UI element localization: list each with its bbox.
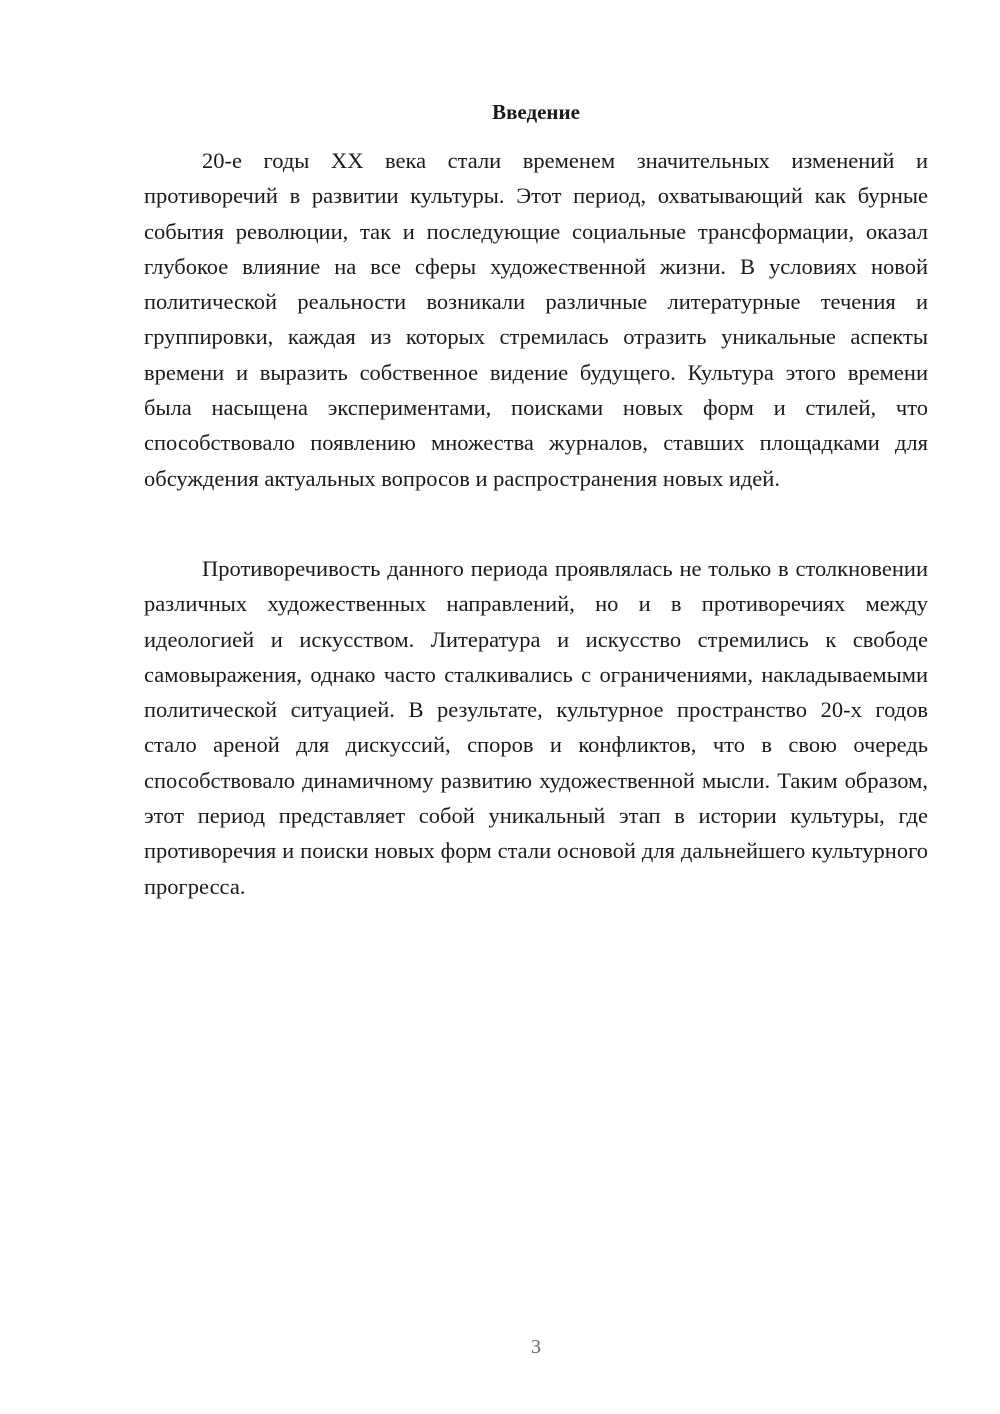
- paragraph-2: Противоречивость данного периода проявлялась не только в столкновении различных художественных направлений, но и в противоречиях между идеологией и искусством. Литература и искусство стремились к свободе самовыражения, однако часто сталкивались с ограничениями, накладываемыми политической ситуацией. В результате, культурное пространство 20-х годов стало ареной для дискуссий, споров и конфликтов, что в свою очередь способствовало динамичному развитию художественной мысли. Таким образом, этот период представляет собой уникальный этап в истории культуры, где противоречия и поиски новых форм стали основой для дальнейшего культурного прогресса.: [144, 556, 928, 899]
- section-heading: Введение: [492, 100, 580, 124]
- page-number: 3: [531, 1336, 541, 1358]
- paragraph-1: 20-е годы XX века стали временем значительных изменений и противоречий в развитии культуры. Этот период, охватывающий как бурные события революции, так и последующие социальные трансформации, оказал глубокое влияние на все сферы художественной жизни. В условиях новой политической реальности возникали различные литературные течения и группировки, каждая из которых стремилась отразить уникальные аспекты времени и выразить собственное видение будущего. Культура этого времени была насыщена экспериментами, поисками новых форм и стилей, что способствовало появлению множества журналов, ставших площадками для обсуждения актуальных вопросов и распространения новых идей.: [144, 148, 928, 491]
